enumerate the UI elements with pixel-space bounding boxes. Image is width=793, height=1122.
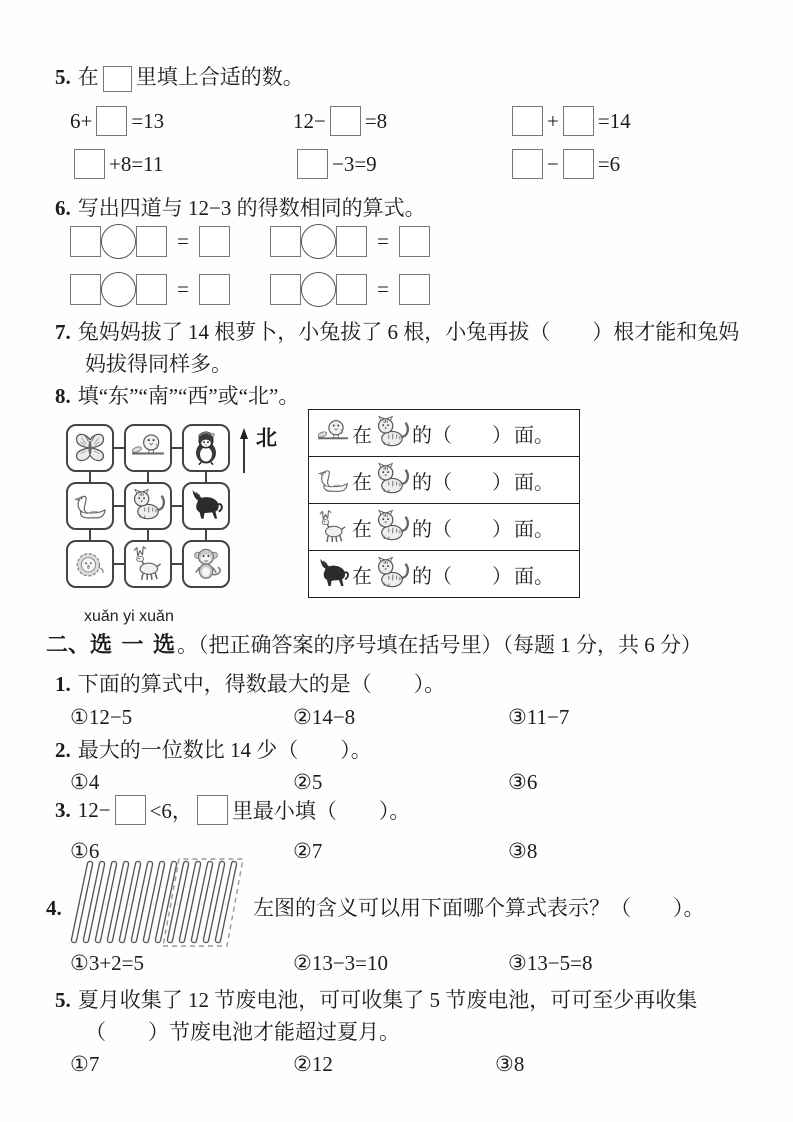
grid-cell-horse xyxy=(182,482,230,530)
goat-icon xyxy=(315,509,351,545)
q5-text-post: 里填上合适的数。 xyxy=(135,65,304,89)
eq-text: − xyxy=(547,151,559,176)
s2-q2-number: 2. xyxy=(55,738,71,762)
s2-q2-option-3: ③6 xyxy=(508,770,538,794)
grid-cell-lion xyxy=(66,540,114,588)
horse-icon xyxy=(315,556,351,592)
s2-q1-option-2: ②14−8 xyxy=(293,705,356,729)
row-text: 的（ ） xyxy=(412,424,512,447)
s2-q4-option-3: ③13−5=8 xyxy=(508,951,593,975)
q5-text-pre: 在 xyxy=(77,65,99,89)
tiger-icon xyxy=(129,487,167,525)
s2-q1-option-3: ③11−7 xyxy=(508,705,570,729)
s2-q5-text2: （ ）节废电池才能超过夏月。 xyxy=(85,1020,400,1044)
grid-cell-bird xyxy=(124,424,172,472)
eq-text: +8=11 xyxy=(109,151,164,176)
s2-q5-number: 5. xyxy=(55,988,71,1012)
table-row-horse xyxy=(309,551,579,597)
goat-icon xyxy=(129,545,167,583)
q7-line1 xyxy=(55,317,739,347)
eq-text: −3=9 xyxy=(332,151,377,176)
row-text: 的（ ） xyxy=(412,471,512,494)
tiger-icon xyxy=(373,461,411,499)
eq-text: 12− xyxy=(293,108,326,133)
table-row-swan xyxy=(309,457,579,504)
north-label: 北 xyxy=(256,426,277,450)
row-text: 在 xyxy=(352,424,372,447)
operator-circle[interactable] xyxy=(101,272,136,307)
q5-number: 5. xyxy=(55,65,71,89)
answer-box[interactable] xyxy=(270,226,301,257)
q8-text: 填“东”“南”“西”或“北”。 xyxy=(77,384,300,408)
q5-equation-1 xyxy=(70,106,164,136)
q5-equation-5 xyxy=(293,149,377,179)
answer-box[interactable] xyxy=(563,106,594,136)
penguin-icon xyxy=(187,429,225,467)
eq-text: =13 xyxy=(131,108,165,133)
answer-box[interactable] xyxy=(270,274,301,305)
grid-cell-butterfly xyxy=(66,424,114,472)
q6-blank-equation-2 xyxy=(268,224,432,259)
row-text: 在 xyxy=(352,471,372,494)
operator-circle[interactable] xyxy=(301,272,336,307)
answer-box[interactable] xyxy=(199,274,230,305)
eq-text: =14 xyxy=(597,108,631,133)
section2-number: 二、 xyxy=(46,632,91,657)
q5-equation-2 xyxy=(293,106,387,136)
bird-icon xyxy=(315,415,351,451)
q5-equation-3 xyxy=(508,106,631,136)
q7-number: 7. xyxy=(55,320,71,344)
eq-text: =6 xyxy=(597,151,621,176)
bird-icon xyxy=(129,429,167,467)
grid-cell-goat xyxy=(124,540,172,588)
direction-table xyxy=(308,409,580,598)
s2-q2-prompt xyxy=(55,735,372,765)
operator-circle[interactable] xyxy=(301,224,336,259)
s2-q4-option-2: ②13−3=10 xyxy=(293,951,389,975)
q5-equation-4 xyxy=(70,149,163,179)
answer-box[interactable] xyxy=(399,226,430,257)
table-row-bird xyxy=(309,410,579,457)
s2-q2-option-2: ②5 xyxy=(293,770,323,794)
s2-q3-text-c: 里最小填（ ）。 xyxy=(231,799,411,823)
row-text: 的（ ） xyxy=(412,518,512,541)
answer-box[interactable] xyxy=(70,274,101,305)
grid-cell-penguin xyxy=(182,424,230,472)
row-text: 面。 xyxy=(514,471,554,494)
s2-q2-option-1: ①4 xyxy=(70,770,100,794)
s2-q5-option-2: ②12 xyxy=(293,1052,333,1076)
equals-sign: = xyxy=(177,277,189,301)
grid-cell-swan xyxy=(66,482,114,530)
section2-pinyin: xuǎn yi xuǎn xyxy=(84,608,174,625)
q6-blank-equation-1 xyxy=(68,224,232,259)
answer-box[interactable] xyxy=(74,149,105,179)
equals-sign: = xyxy=(177,229,189,253)
butterfly-icon xyxy=(71,429,109,467)
grid-cell-monkey xyxy=(182,540,230,588)
swan-icon xyxy=(71,487,109,525)
row-text: 在 xyxy=(352,518,372,541)
table-row-goat xyxy=(309,504,579,551)
s2-q5-option-3: ③8 xyxy=(495,1052,525,1076)
q6-number: 6. xyxy=(55,196,71,220)
animal-grid xyxy=(66,424,230,588)
lion-icon xyxy=(71,545,109,583)
s2-q4-text: 左图的含义可以用下面哪个算式表示？（ ）。 xyxy=(253,896,705,920)
s2-q3-prompt xyxy=(55,795,410,825)
answer-box[interactable] xyxy=(136,274,167,305)
row-text: 的（ ） xyxy=(412,565,512,588)
eq-text: + xyxy=(547,108,559,133)
section2-title: 选 一 选 xyxy=(90,632,178,657)
eq-text: 6+ xyxy=(70,108,93,133)
s2-q3-option-2: ②7 xyxy=(293,839,323,863)
q6-text: 写出四道与 12−3 的得数相同的算式。 xyxy=(77,196,426,220)
s2-q1-text: 下面的算式中，得数最大的是（ ）。 xyxy=(77,672,446,696)
q8-prompt xyxy=(55,381,299,411)
equals-sign: = xyxy=(377,277,389,301)
tiger-icon xyxy=(373,508,411,546)
answer-box[interactable] xyxy=(96,106,127,136)
answer-box[interactable] xyxy=(136,226,167,257)
s2-q4-number: 4. xyxy=(46,896,62,920)
row-text: 面。 xyxy=(514,424,554,447)
sticks-svg xyxy=(66,856,254,948)
answer-box[interactable] xyxy=(336,226,367,257)
s2-q4-option-1: ①3+2=5 xyxy=(70,951,145,975)
answer-box[interactable] xyxy=(115,795,146,825)
s2-q1-prompt xyxy=(55,669,445,699)
q5-equation-6 xyxy=(508,149,620,179)
s2-q2-text: 最大的一位数比 14 少（ ）。 xyxy=(77,738,372,762)
monkey-icon xyxy=(187,545,225,583)
q6-blank-equation-3 xyxy=(68,272,232,307)
row-text: 在 xyxy=(352,565,372,588)
q7-line2 xyxy=(85,349,232,379)
s2-q5-line1 xyxy=(55,985,697,1015)
s2-q1-number: 1. xyxy=(55,672,71,696)
north-arrow-icon xyxy=(237,427,251,473)
answer-box[interactable] xyxy=(197,795,228,825)
s2-q4-text-line xyxy=(253,893,705,923)
answer-box[interactable] xyxy=(297,149,328,179)
s2-q3-option-1: ①6 xyxy=(70,839,100,863)
s2-q5-option-1: ①7 xyxy=(70,1052,100,1076)
q7-text2: 妈拔得同样多。 xyxy=(85,352,232,376)
s2-q3-text-b: <6， xyxy=(149,799,193,823)
answer-box[interactable] xyxy=(512,149,543,179)
north-indicator xyxy=(237,427,277,473)
q6-blank-equation-4 xyxy=(268,272,432,307)
section2-heading xyxy=(46,630,702,660)
swan-icon xyxy=(315,462,351,498)
s2-q3-number: 3. xyxy=(55,797,71,822)
q5-prompt xyxy=(55,62,304,92)
answer-box[interactable] xyxy=(399,274,430,305)
section2-instructions: 。（把正确答案的序号填在括号里）（每题 1 分，共 6 分） xyxy=(177,633,703,657)
s2-q3-option-3: ③8 xyxy=(508,839,538,863)
q7-text1: 兔妈妈拔了 14 根萝卜，小兔拔了 6 根，小兔再拔（ ）根才能和兔妈 xyxy=(77,320,740,344)
row-text: 面。 xyxy=(514,518,554,541)
eq-text: =8 xyxy=(364,108,388,133)
q8-number: 8. xyxy=(55,384,71,408)
row-text: 面。 xyxy=(514,565,554,588)
equals-sign: = xyxy=(377,229,389,253)
answer-box[interactable] xyxy=(330,106,361,136)
tiger-icon xyxy=(373,555,411,593)
s2-q1-option-1: ①12−5 xyxy=(70,705,133,729)
tiger-icon xyxy=(373,414,411,452)
s2-q5-text1: 夏月收集了 12 节废电池，可可收集了 5 节废电池，可可至少再收集 xyxy=(77,988,698,1012)
answer-box[interactable] xyxy=(336,274,367,305)
s2-q5-line2 xyxy=(85,1017,400,1047)
answer-box[interactable] xyxy=(103,66,132,92)
answer-box[interactable] xyxy=(70,226,101,257)
answer-box[interactable] xyxy=(563,149,594,179)
answer-box[interactable] xyxy=(512,106,543,136)
operator-circle[interactable] xyxy=(101,224,136,259)
q6-prompt xyxy=(55,193,426,223)
grid-cell-tiger xyxy=(124,482,172,530)
horse-icon xyxy=(187,487,225,525)
s2-q3-text-a: 12− xyxy=(77,797,111,822)
answer-box[interactable] xyxy=(199,226,230,257)
